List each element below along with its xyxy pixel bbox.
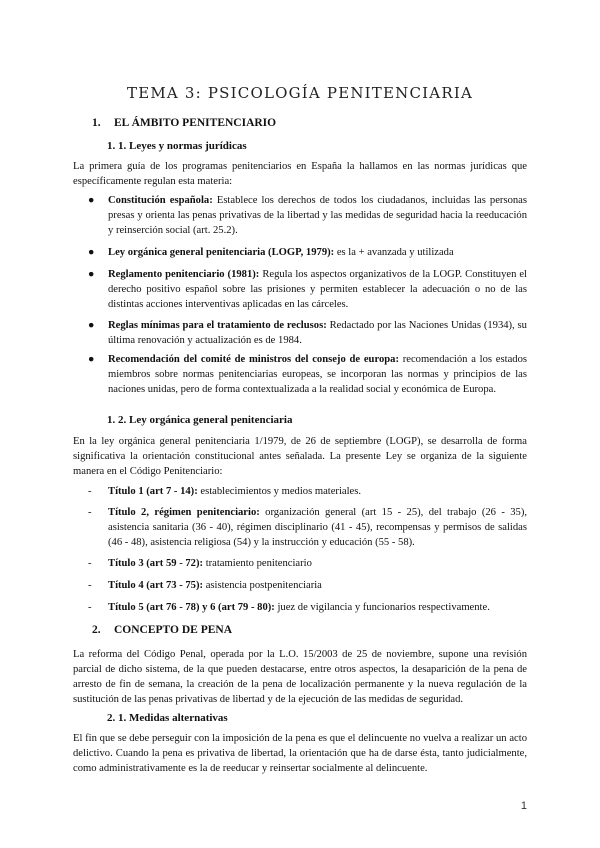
list-item-text: organización general (art 15 - 25), del trabajo (26 - 35), asistencia sanitaria (36 - 40), régimen disciplinario (41 - 45), recompensas y permisos de salidas (46 - 48), asistencia religiosa (54) y la instrucción y educación (55 - 58).	[108, 507, 527, 548]
list-item-bold: Reglas mínimas para el tratamiento de reclusos:	[108, 320, 327, 331]
list-item	[88, 505, 527, 550]
list-item-bold: Reglamento penitenciario (1981):	[108, 269, 260, 280]
section-2-intro: La reforma del Código Penal, operada por la L.O. 15/2003 de 25 de noviembre, supone una revisión parcial de dicho sistema, de la que pueden destacarse, entre otros aspectos, la desaparición de la pena de arresto de fin de semana, la creación de la pena de localización permanente y la nueva regulación de la sustitución de las penas privativas de libertad y de la ejecución de las medidas de seguridad.	[73, 649, 527, 705]
subsection-1-2-intro: En la ley orgánica general penitenciaria 1/1979, de 26 de septiembre (LOGP), se desarrolla de forma significativa la orientación constitucional antes señalada. La presente Ley se organiza de la siguiente manera en el Código Penitenciario:	[73, 436, 527, 477]
bullet-icon: ●	[88, 195, 95, 206]
section-1-number: 1.	[92, 117, 101, 129]
section-2-number: 2.	[92, 624, 101, 636]
list-item-text: Redactado por las Naciones Unidas (1934), su última renovación y actualización es de 1984.	[108, 320, 527, 346]
list-item	[88, 267, 527, 312]
list-item	[88, 600, 527, 615]
list-item	[88, 318, 527, 348]
bullet-icon: ●	[88, 247, 95, 258]
list-item-bold: Título 2, régimen penitenciario:	[108, 507, 260, 518]
list-item-text: recomendación a los estados miembros sobre normas penitenciarias europeas, se incorporan las normas y principios de las naciones unidas, pero de forma contextualizada a la realidad social y económica de Europa.	[108, 354, 527, 395]
list-item-text: tratamiento penitenciario	[203, 558, 312, 569]
list-item-bold: Título 4 (art 73 - 75):	[108, 580, 204, 591]
list-item	[88, 193, 527, 238]
list-item	[88, 556, 527, 571]
subsection-1-1-heading: 1. 1. Leyes y normas jurídicas	[107, 140, 247, 152]
list-item-bold: Ley orgánica general penitenciaria (LOGP, 1979):	[108, 247, 335, 258]
subsection-2-1-text: El fin que se debe perseguir con la imposición de la pena es que el delincuente no vuelva a realizar un acto delictivo. Cuando la pena es privativa de libertad, la orientación que ha de darse ésta, tanto judicialmente, como administrativamente es la de reeducar y reinsertar socialmente al delincuente.	[73, 733, 527, 774]
dash-icon: -	[88, 486, 92, 497]
bullet-icon: ●	[88, 269, 95, 280]
dash-icon: -	[88, 602, 92, 613]
list-item	[88, 245, 527, 260]
list-item-bold: Recomendación del comité de ministros del consejo de europa:	[108, 354, 399, 365]
bullet-icon: ●	[88, 320, 95, 331]
list-item-text: establecimientos y medios materiales.	[197, 486, 362, 497]
list-item-text: Regula los aspectos organizativos de la LOGP. Constituyen el derecho positivo español sobre las prisiones y permiten establecer la adecuación o no de las distintas acciones interventivas aplicadas en las cárceles.	[108, 269, 528, 310]
page-number: 1	[520, 800, 527, 812]
subsection-1-2-heading: 1. 2. Ley orgánica general penitenciaria	[107, 414, 293, 426]
list-item-text: juez de vigilancia y funcionarios respectivamente.	[274, 602, 490, 613]
list-item-bold: Título 1 (art 7 - 14):	[108, 486, 198, 497]
page-title: TEMA 3: PSICOLOGÍA PENITENCIARIA	[127, 84, 473, 102]
list-item-bold: Título 3 (art 59 - 72):	[108, 558, 204, 569]
list-item-text: asistencia postpenitenciaria	[203, 580, 322, 591]
dash-icon: -	[88, 507, 92, 518]
section-2-heading	[92, 624, 232, 636]
list-item-bold: Título 5 (art 76 - 78) y 6 (art 79 - 80):	[108, 602, 275, 613]
dash-icon: -	[88, 558, 92, 569]
section-1-heading	[92, 117, 276, 129]
section-1-title: EL ÁMBITO PENITENCIARIO	[114, 117, 277, 129]
list-item-bold: Constitución española:	[108, 195, 213, 206]
list-item-text: es la + avanzada y utilizada	[334, 247, 454, 258]
list-item-text: Establece los derechos de todos los ciudadanos, incluidas las personas presas y orienta las penas privativas de la libertad y las medidas de seguridad hacia la reeducación y reinserción social (art. 25.2).	[108, 195, 527, 236]
list-item	[88, 352, 527, 397]
subsection-1-1-intro: La primera guía de los programas penitenciarios en España la hallamos en las normas jurídicas que específicamente regulan esta materia:	[73, 161, 527, 187]
section-2-title: CONCEPTO DE PENA	[114, 624, 232, 636]
subsection-2-1-heading: 2. 1. Medidas alternativas	[107, 712, 228, 724]
list-item	[88, 484, 527, 499]
list-item	[88, 578, 527, 593]
dash-icon: -	[88, 580, 92, 591]
bullet-icon: ●	[88, 354, 95, 365]
